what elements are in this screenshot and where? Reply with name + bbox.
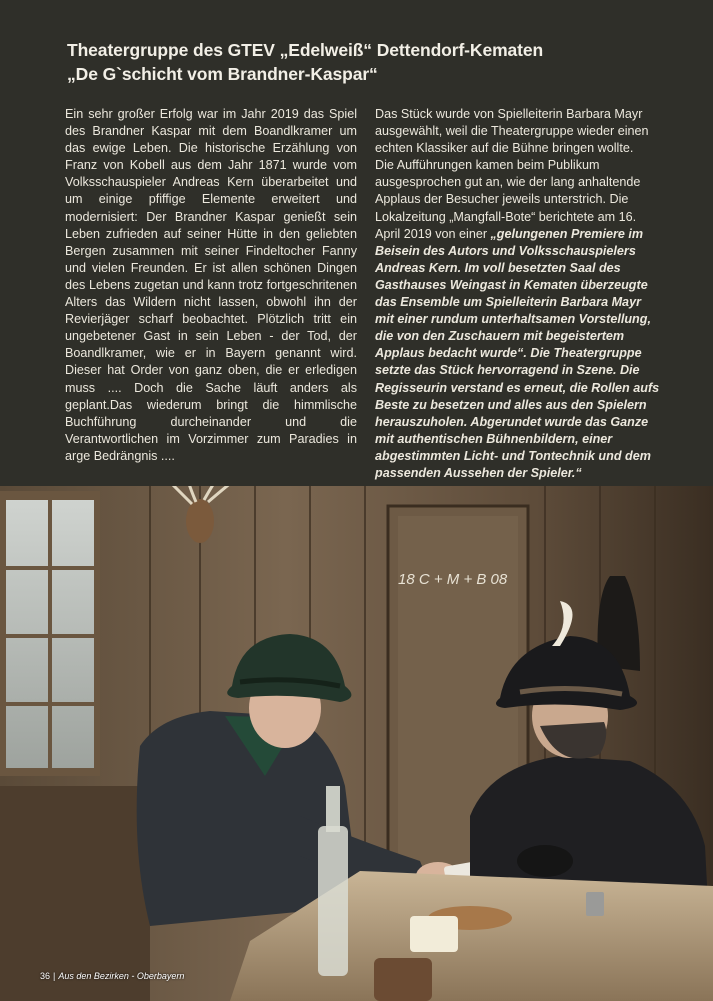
left-paragraph: Ein sehr großer Erfolg war im Jahr 2019 das Spiel des Brandner Kaspar mit dem Boandlkramer um das ewige Leben. Die historische Erzählung von Franz von Kobell aus dem Jahr 1871 wurde vom Volksschauspieler Andreas Kern überarbeitet und um einige pfiffige Elemente erweitert und modernisiert: Der Brandner Kaspar genießt sein Leben zufrieden auf seiner Hütte in den geliebten Bergen zusammen mit seiner Findeltocher Fanny und vielen Freunden. Er ist allen schönen Dingen des Lebens zugetan und kann trotz fortgeschritenen Alters das Wildern nicht lassen, obwohl ihn der Revierjäger scharf beobachtet. Plötzlich tritt ein ungebetener Gast in sein Leben - der Tod, der Boandlkramer, wie er in Bayern genannt wird. Dieser hat Order von ganz oben, die er erledigen muss .... Doch die Sache läuft anders als geplant.Das wiederum bringt die himmlische Buchführung durcheinander und die Verantwortlichen im Vorzimmer zum Paradies in arge Bedrängnis .... <box>65 107 357 463</box>
title-line-1: Theatergruppe des GTEV „Edelweiß“ Dettendorf-Kematen <box>67 40 544 60</box>
title-line-2: „De G`schicht vom Brandner-Kaspar“ <box>67 64 378 84</box>
door-inscription: 18 C + M + B 08 <box>398 571 508 588</box>
article-title <box>67 38 667 86</box>
footer-separator: | <box>53 971 56 981</box>
page-number: 36 <box>40 971 51 981</box>
right-paragraph-2-text: Die Aufführungen kamen beim Publikum ausgesprochen gut an, wie der lang anhaltende Applaus der Besucher jeweils unterstrich. Die Lokalzeitung „Mangfall-Bote“ berichtete am 16. April 2019 von einer <box>375 158 641 241</box>
stage-photo-illustration <box>0 486 713 1001</box>
right-paragraph-1: Das Stück wurde von Spielleiterin Barbara Mayr ausgewählt, weil die Theatergruppe wieder einen echten Klassiker auf die Bühne bringen wollte. <box>375 107 649 156</box>
section-name: Aus den Bezirken - Oberbayern <box>58 971 185 981</box>
left-text-column <box>65 106 357 465</box>
right-text-column <box>375 106 662 482</box>
page-footer <box>40 970 184 982</box>
stage-photo <box>0 486 713 1001</box>
newspaper-quote: „gelungenen Premiere im Beisein des Autors und Volksschauspielers Andreas Kern. Im voll besetzten Saal des Gasthauses Weingast in Kematen überzeugte das Ensemble um Spielleiterin Barbara Mayr mit einer rundum unterhaltsamen Vorstellung, die von den Zuschauern mit begeistertem Applaus bedacht wurde“. Die Theatergruppe setzte das Stück hervorragend in Szene. Die Regisseurin verstand es erneut, die Rollen aufs Beste zu besetzen und alles aus den Spielern herauszuholen. Abgerundet wurde das Ganze mit authentischen Bühnenbildern, einer abgestimmten Licht- und Tontechnik und dem passenden Aussehen der Spieler.“ <box>375 226 660 480</box>
right-paragraph-2 <box>375 157 662 482</box>
